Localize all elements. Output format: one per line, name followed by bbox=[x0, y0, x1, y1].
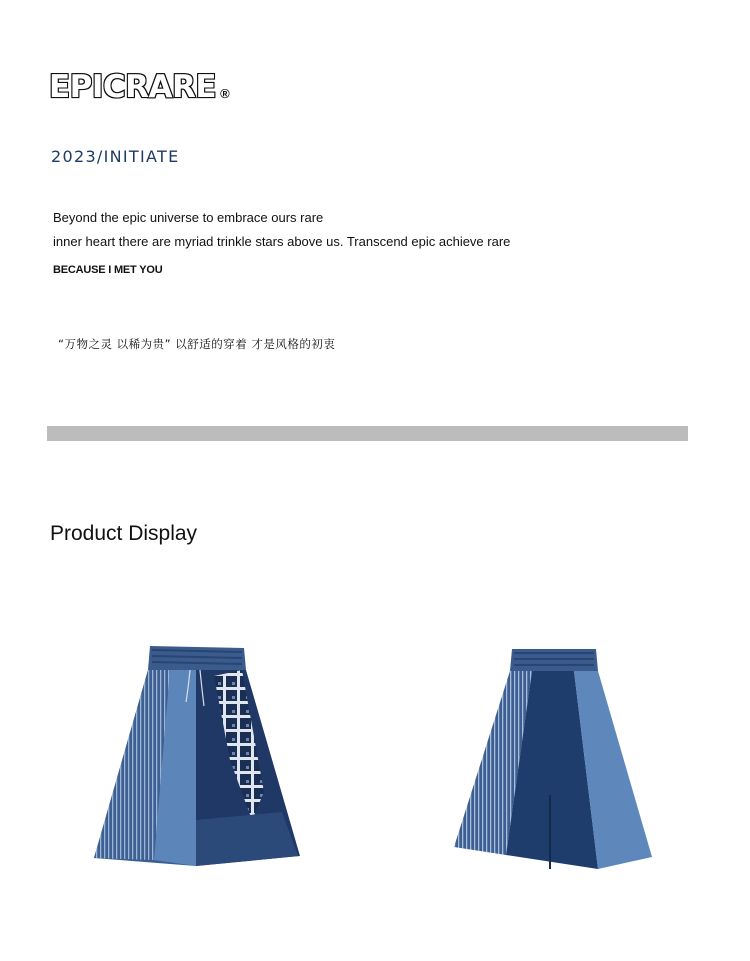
chinese-slogan: “万物之灵 以稀为贵” 以舒适的穿着 才是风格的初衷 bbox=[58, 337, 336, 351]
logo-text: EPICRARE bbox=[49, 69, 217, 105]
patchwork-denim-pants-front-icon bbox=[92, 640, 304, 874]
registered-mark: ® bbox=[220, 86, 230, 101]
intro-line-2: inner heart there are myriad trinkle stars above us. Transcend epic achieve rare bbox=[53, 234, 511, 249]
brand-logo bbox=[49, 69, 230, 105]
section-title: Product Display bbox=[50, 522, 198, 545]
intro-line-1: Beyond the epic universe to embrace ours rare bbox=[53, 210, 324, 225]
intro-line-3: BECAUSE I MET YOU bbox=[53, 264, 163, 276]
patchwork-denim-pants-back-icon bbox=[450, 645, 656, 875]
section-divider bbox=[47, 426, 688, 441]
collection-tag: 2023/INITIATE bbox=[51, 147, 180, 166]
